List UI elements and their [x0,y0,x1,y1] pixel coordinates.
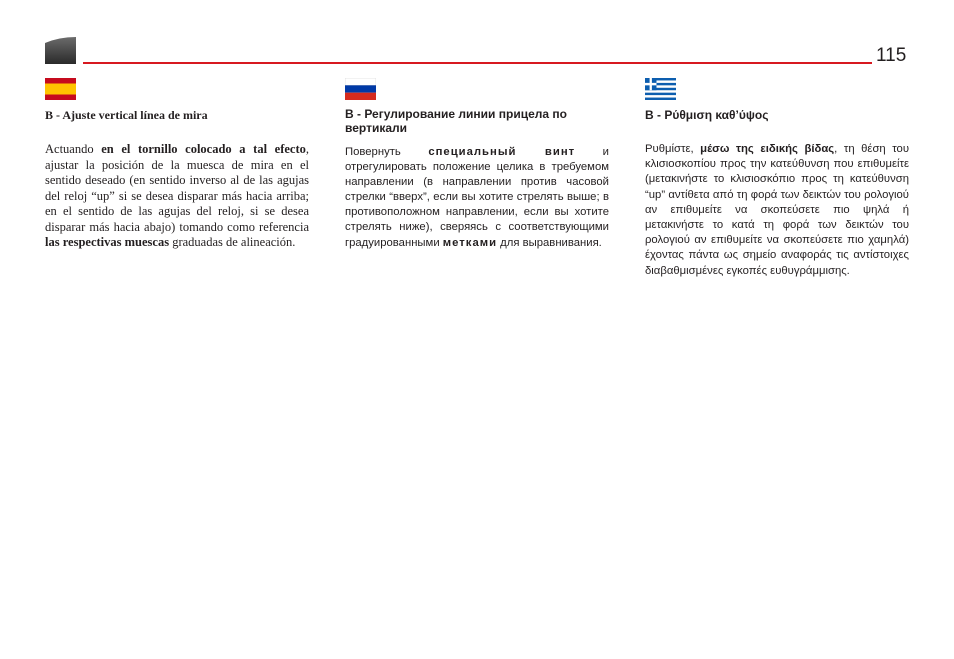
russian-heading: В - Регулирование линии прицела по вертикали [345,107,567,135]
greek-body [645,142,909,279]
greek-text-2: , τη θέση του κλισιοσκοπίου προς την κατεύθυνση που επιθυμείτε (μετακινήστε το κλισιοσκόπιο προς τη κατεύθυνση “up” αντίθετα από τη φορά των δεικτών του ρολογιού αν επιθυμείτε να σκοπεύσετε πιο ψηλά ή μετακινήστε το κατά τη φορά των δεικτών του ρολογιού αν επιθυμείτε να σκοπεύσετε πιο χαμηλά) έχοντας πάντα ως σημείο αναφοράς τις αντίστοιχες διαβαθμισμένες εγκοπές ευθυγράμμισης. [645,143,910,277]
russian-bold-1: специальный винт [428,146,576,158]
corner-logo-icon [45,37,76,64]
greek-bold-1: μέσω της ειδικής βίδας [700,143,835,155]
page-number: 115 [876,45,907,66]
russian-text-2: и отрегулировать положение целика в требуемом направлении (в направлении против часовой стрелки “вверх”, если вы хотите стрелять выше; в противоположном направлении, если вы хотите стрелять ниже), сверяясь с соответствующими градуированными [345,146,609,249]
spanish-bold-2: las respectivas muescas [45,235,170,249]
spanish-bold-1: en el tornillo colocado a tal efecto [101,142,306,156]
spanish-text-1: Actuando [45,142,102,156]
greek-column [645,78,909,279]
russian-bold-2: метками [442,236,498,249]
greek-heading: B - Ρύθμιση καθ’ύψος [645,108,769,122]
spanish-column [45,78,309,251]
russian-body [345,145,609,251]
russia-flag-icon [345,78,376,100]
russian-text-1: Повернуть [345,146,429,158]
greece-flag-icon [645,78,676,100]
spanish-heading: B - Ajuste vertical línea de mira [45,108,208,122]
greek-text-1: Ρυθμίστε, [645,143,701,155]
spanish-text-2: , ajustar la posición de la muesca de mira en el sentido deseado (en sentido inverso al de las agujas del reloj “up” si se desea disparar más hacia arriba; en el sentido de las agujas del reloj, si se desea disparar más hacia abajo) tomando como referencia [45,142,309,234]
spain-flag-icon [45,78,76,100]
header-rule [83,62,872,64]
russian-column [345,78,609,251]
spanish-text-3: graduadas de alineación. [169,235,296,249]
russian-text-3: для выравнивания. [497,236,602,249]
spanish-body [45,142,309,251]
